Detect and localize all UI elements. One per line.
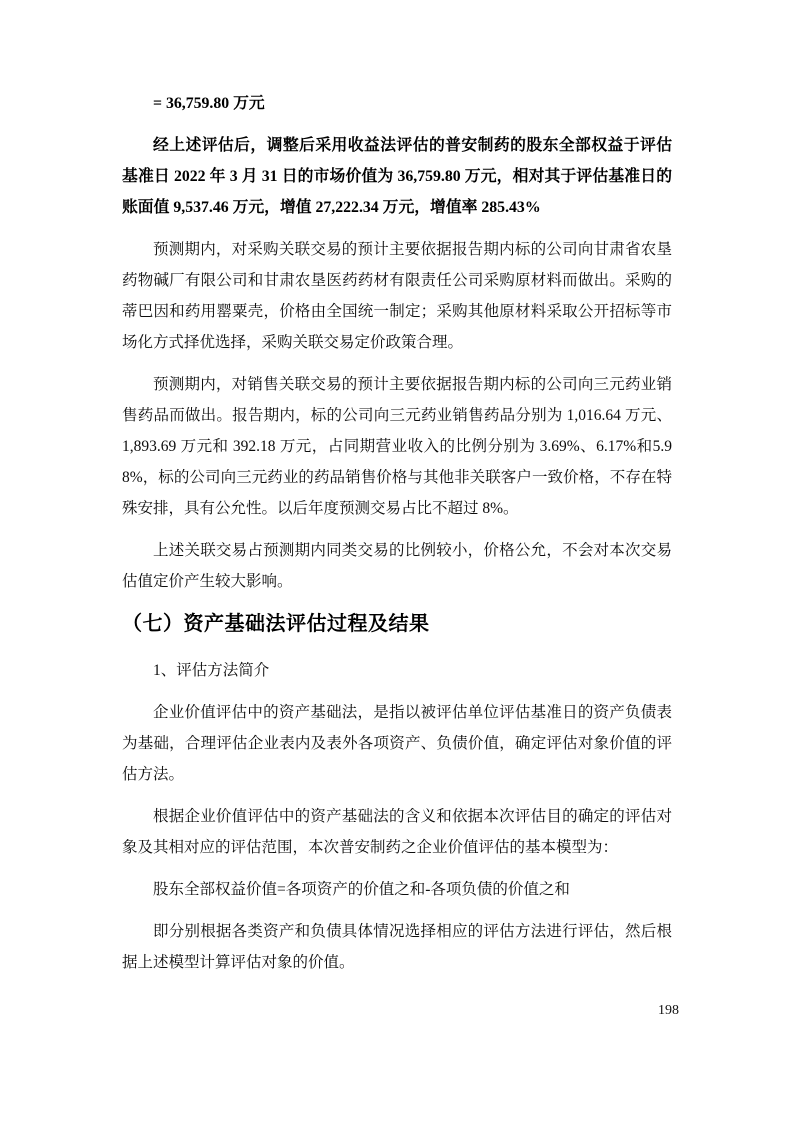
paragraph-conclusion: 上述关联交易占预测期内同类交易的比例较小，价格公允，不会对本次交易估值定价产生较大影响。 (122, 542, 672, 590)
equity-value-formula-line: 股东全部权益价值=各项资产的价值之和-各项负债的价值之和 (153, 881, 570, 898)
page-number: 198 (658, 1003, 679, 1018)
paragraph-method-application: 即分别根据各类资产和负债具体情况选择相应的评估方法进行评估，然后根据上述模型计算评估对象的价值。 (122, 923, 672, 971)
paragraph-sales-related-transactions: 预测期内，对销售关联交易的预计主要依据报告期内标的公司向三元药业销售药品而做出。报告期内，标的公司向三元药业销售药品分别为 1,016.64 万元、1,893.69 万元和 392.18 万元，占同期营业收入的比例分别为 3.69%、6.17%和5.98%，标的公司向三元药业的药品销售价格与其他非关联客户一致价格，不存在特殊安排，具有公允性。以后年度预测交易占比不超过 8%。 (122, 376, 672, 517)
valuation-result-line: = 36,759.80 万元 (153, 95, 265, 112)
subsection-heading-method-intro: 1、评估方法简介 (153, 662, 270, 679)
section-heading-asset-based-method: （七）资产基础法评估过程及结果 (122, 613, 430, 635)
paragraph-model-intro: 根据企业价值评估中的资产基础法的含义和依据本次评估目的确定的评估对象及其相对应的评估范围，本次普安制药之企业价值评估的基本模型为： (122, 808, 672, 856)
paragraph-purchase-related-transactions: 预测期内，对采购关联交易的预计主要依据报告期内标的公司向甘肃省农垦药物碱厂有限公司和甘肃农垦医药药材有限责任公司采购原材料而做出。采购的蒂巴因和药用罂粟壳，价格由全国统一制定；采购其他原材料采取公开招标等市场化方式择优选择，采购关联交易定价政策合理。 (122, 241, 672, 351)
paragraph-method-definition: 企业价值评估中的资产基础法，是指以被评估单位评估基准日的资产负债表为基础，合理评估企业表内及表外各项资产、负债价值，确定评估对象价值的评估方法。 (122, 704, 672, 783)
bold-summary-paragraph: 经上述评估后，调整后采用收益法评估的普安制药的股东全部权益于评估基准日 2022 年 3 月 31 日的市场价值为 36,759.80 万元，相对其于评估基准日的账面值 9,537.46 万元，增值 27,222.34 万元，增值率 285.43% (122, 137, 672, 216)
